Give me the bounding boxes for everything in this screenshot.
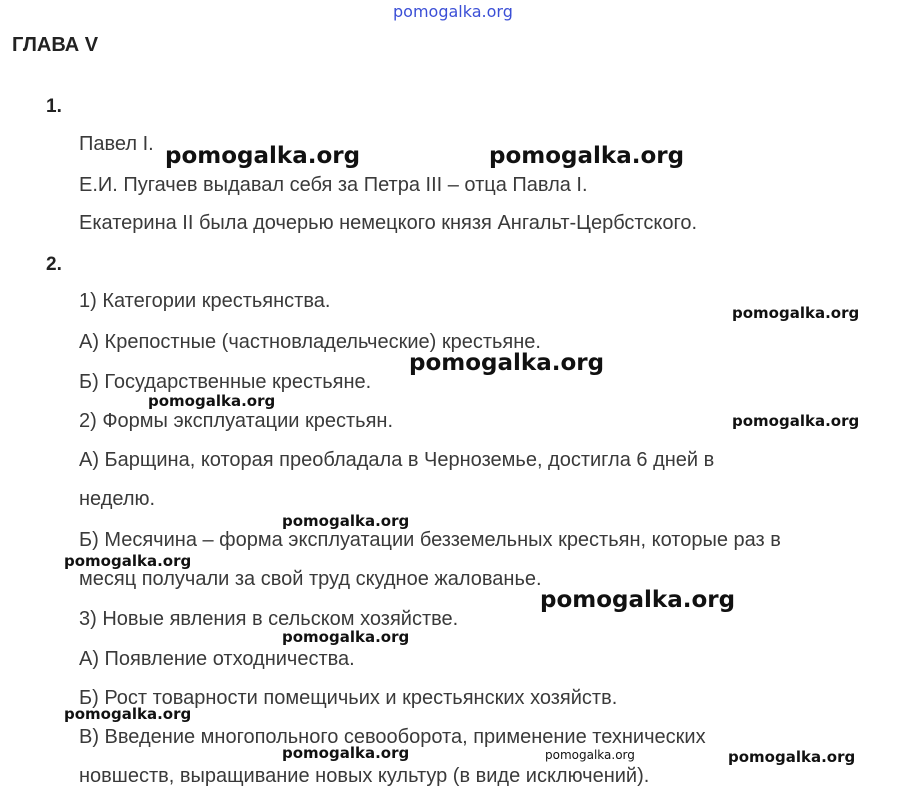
answer-line: Б) Государственные крестьяне. [79,371,372,393]
answer-line: А) Крепостные (частновладельческие) крестьяне. [79,331,541,353]
watermark: pomogalka.org [489,143,685,169]
answer-line: месяц получали за свой труд скудное жалованье. [79,568,542,590]
watermark: pomogalka.org [148,392,276,410]
answer-line: новшеств, выращивание новых культур (в виде исключений). [79,765,650,787]
watermark: pomogalka.org [728,748,856,766]
watermark: pomogalka.org [282,744,410,762]
answer-line: Екатерина II была дочерью немецкого князя Ангальт-Цербстского. [79,212,697,234]
answer-line: 2) Формы эксплуатации крестьян. [79,410,394,432]
watermark: pomogalka.org [732,304,860,322]
watermark: pomogalka.org [540,587,736,613]
watermark: pomogalka.org [732,412,860,430]
question-number: 2. [46,254,62,275]
watermark: pomogalka.org [64,705,192,723]
answer-line: Е.И. Пугачев выдавал себя за Петра III – отца Павла I. [79,174,588,196]
site-header-link[interactable]: pomogalka.org [393,2,513,21]
answer-line: А) Барщина, которая преобладала в Черноземье, достигла 6 дней в [79,449,715,471]
answer-line: Б) Рост товарности помещичьих и крестьянских хозяйств. [79,687,618,709]
answer-line: 1) Категории крестьянства. [79,290,331,312]
answer-line: неделю. [79,488,156,510]
watermark: pomogalka.org [165,143,361,169]
answer-line: 3) Новые явления в сельском хозяйстве. [79,608,459,630]
watermark: pomogalka.org [64,552,192,570]
answer-line: В) Введение многопольного севооборота, применение технических [79,726,706,748]
watermark: pomogalka.org [409,350,605,376]
answer-line: Павел I. [79,133,154,155]
answer-line: Б) Месячина – форма эксплуатации безземельных крестьян, которые раз в [79,529,781,551]
question-number: 1. [46,96,62,117]
watermark: pomogalka.org [545,748,635,762]
chapter-title: ГЛАВА V [12,34,99,56]
answer-line: А) Появление отходничества. [79,648,355,670]
watermark: pomogalka.org [282,628,410,646]
watermark: pomogalka.org [282,512,410,530]
